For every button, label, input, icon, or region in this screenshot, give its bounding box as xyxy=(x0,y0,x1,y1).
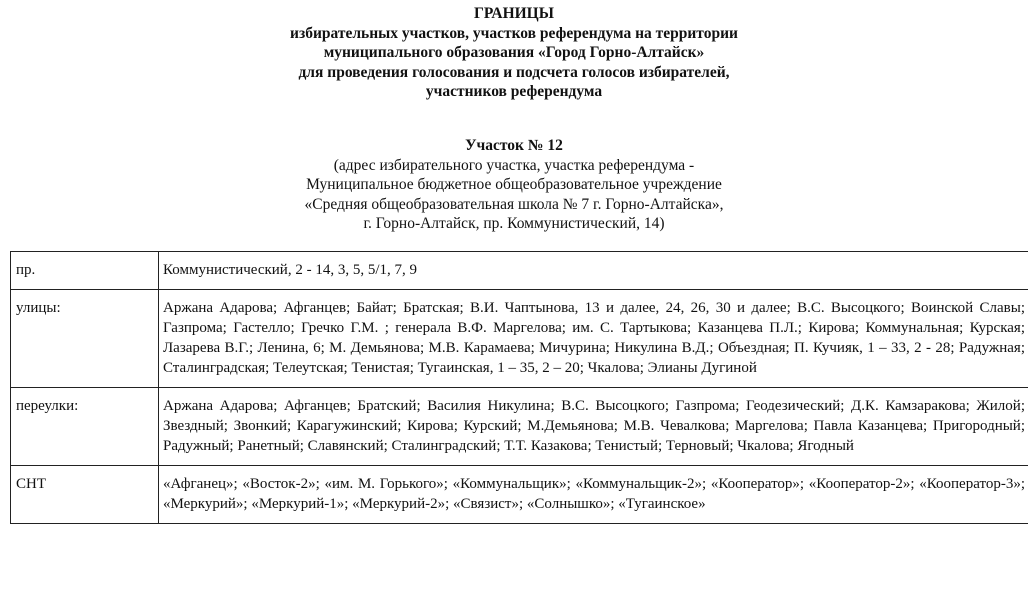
table-row xyxy=(11,252,1028,290)
heading-title: ГРАНИЦЫ xyxy=(474,5,554,22)
table-row xyxy=(11,388,1028,466)
heading-line: участников референдума xyxy=(425,83,603,100)
heading-line: муниципального образования «Город Горно-Алтайск» xyxy=(323,44,705,61)
row-value: «Афганец»; «Восток-2»; «им. М. Горького»; «Коммунальщик»; «Коммунальщик-2»; «Кооператор»; «Кооператор-2»; «Кооператор-3»; «Меркурий»; «Меркурий-1»; «Меркурий-2»; «Связист»; «Солнышко»; «Тугаинское» xyxy=(159,466,1028,524)
row-value: Аржана Адарова; Афганцев; Байат; Братская; В.И. Чаптынова, 13 и далее, 24, 26, 30 и далее; В.С. Высоцкого; Воинской Славы; Газпрома; Гастелло; Гречко Г.М. ; генерала В.Ф. Маргелова; им. С. Тартыкова; Казанцева П.Л.; Кирова; Коммунальная; Курская; Лазарева В.Г.; Ленина, 6; М. Демьянова; М.В. Карамаева; Мичурина; Никулина В.Д.; Объездная; П. Кучияк, 1 – 33, 2 - 28; Радужная; Сталинградская; Телеутская; Тенистая; Тугаинская, 1 – 35, 2 – 20; Чкалова; Элианы Дугиной xyxy=(159,290,1028,388)
document-heading xyxy=(0,4,1028,102)
row-label: переулки: xyxy=(11,388,159,466)
row-label: пр. xyxy=(11,252,159,290)
precinct-block xyxy=(0,136,1028,234)
precinct-address-line: г. Горно-Алтайск, пр. Коммунистический, 14) xyxy=(363,215,665,232)
heading-line: для проведения голосования и подсчета голосов избирателей, xyxy=(298,63,730,81)
row-label: улицы: xyxy=(11,290,159,388)
boundaries-table xyxy=(10,251,1028,524)
precinct-address-line: Муниципальное бюджетное общеобразовательное учреждение xyxy=(306,176,722,193)
heading-line: избирательных участков, участков референдума на территории xyxy=(290,24,738,42)
row-value: Аржана Адарова; Афганцев; Братский; Василия Никулина; В.С. Высоцкого; Газпрома; Геодезический; Д.К. Камзаракова; Жилой; Звездный; Звонкий; Карагужинский; Кирова; Курский; М.Демьянова; М.В. Чевалкова; Маргелова; Павла Казанцева; Пригородный; Радужный; Ранетный; Славянский; Сталинградский; Т.Т. Казакова; Тенистый; Терновый; Чкалова; Ягодный xyxy=(159,388,1028,466)
row-value: Коммунистический, 2 - 14, 3, 5, 5/1, 7, 9 xyxy=(159,252,1028,290)
table-row xyxy=(11,290,1028,388)
table-row xyxy=(11,466,1028,524)
precinct-address-line: «Средняя общеобразовательная школа № 7 г. Горно-Алтайска», xyxy=(304,195,724,213)
row-label: СНТ xyxy=(11,466,159,524)
precinct-title: Участок № 12 xyxy=(465,137,563,154)
precinct-address-line: (адрес избирательного участка, участка референдума - xyxy=(333,156,695,174)
